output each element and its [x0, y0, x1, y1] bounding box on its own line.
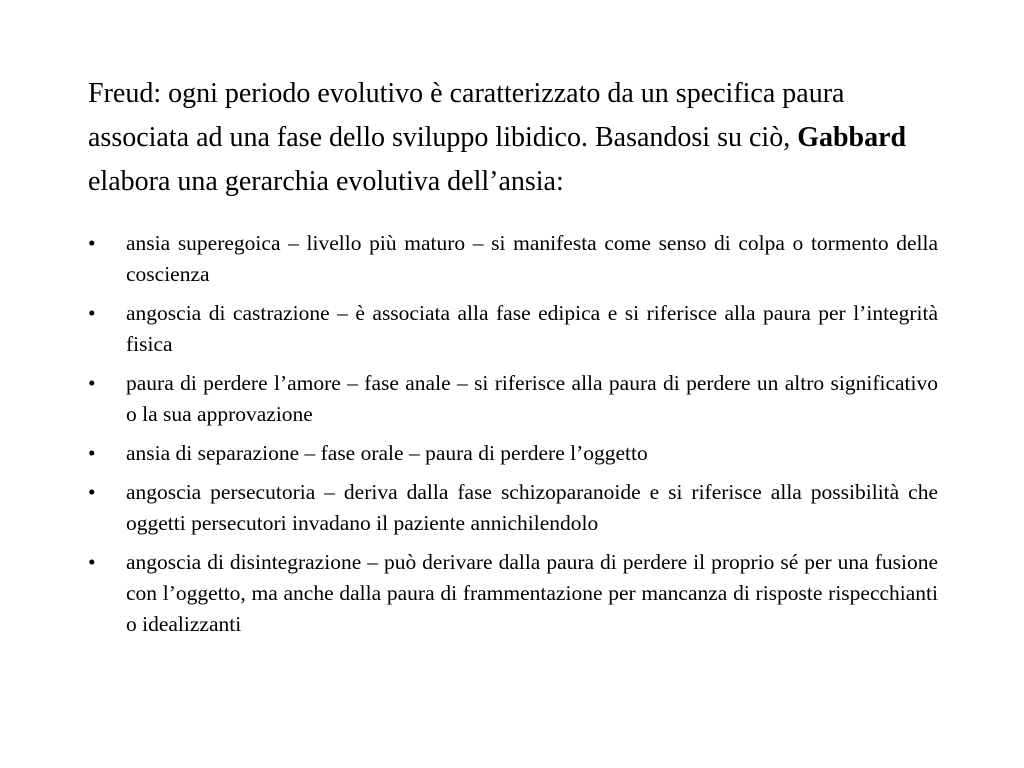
- bullet-icon: •: [88, 441, 96, 465]
- list-item-text: ansia di separazione – fase orale – paura di perdere l’oggetto: [126, 441, 648, 465]
- list-item-text: angoscia persecutoria – deriva dalla fase schizoparanoide e si riferisce alla possibilità che oggetti persecutori invadano il paziente annichilendolo: [126, 480, 938, 535]
- list-item: [88, 228, 938, 290]
- list-item-text: ansia superegoica – livello più maturo – si manifesta come senso di colpa o tormento della coscienza: [126, 231, 938, 286]
- bullet-icon: •: [88, 371, 96, 395]
- list-item: [88, 298, 938, 360]
- list-item: [88, 477, 938, 539]
- bullet-icon: •: [88, 480, 96, 504]
- list-item-text: paura di perdere l’amore – fase anale – si riferisce alla paura di perdere un altro significativo o la sua approvazione: [126, 371, 938, 426]
- intro-paragraph: [88, 72, 944, 204]
- bullet-icon: •: [88, 231, 96, 255]
- list-item: [88, 547, 938, 640]
- bullet-icon: •: [88, 550, 96, 574]
- bullet-icon: •: [88, 301, 96, 325]
- anxiety-hierarchy-list: [88, 228, 938, 648]
- list-item: [88, 368, 938, 430]
- intro-text-part1: Freud: ogni periodo evolutivo è caratterizzato da un specifica paura associata ad una fase dello sviluppo libidico. Basandosi su ciò,: [88, 78, 845, 153]
- list-item-text: angoscia di castrazione – è associata alla fase edipica e si riferisce alla paura per l’integrità fisica: [126, 301, 938, 356]
- list-item: [88, 438, 938, 469]
- intro-text-part2: elabora una gerarchia evolutiva dell’ansia:: [88, 166, 564, 197]
- list-item-text: angoscia di disintegrazione – può derivare dalla paura di perdere il proprio sé per una fusione con l’oggetto, ma anche dalla paura di frammentazione per mancanza di risposte rispecchianti o idealizzanti: [126, 550, 938, 636]
- author-name: Gabbard: [797, 122, 907, 153]
